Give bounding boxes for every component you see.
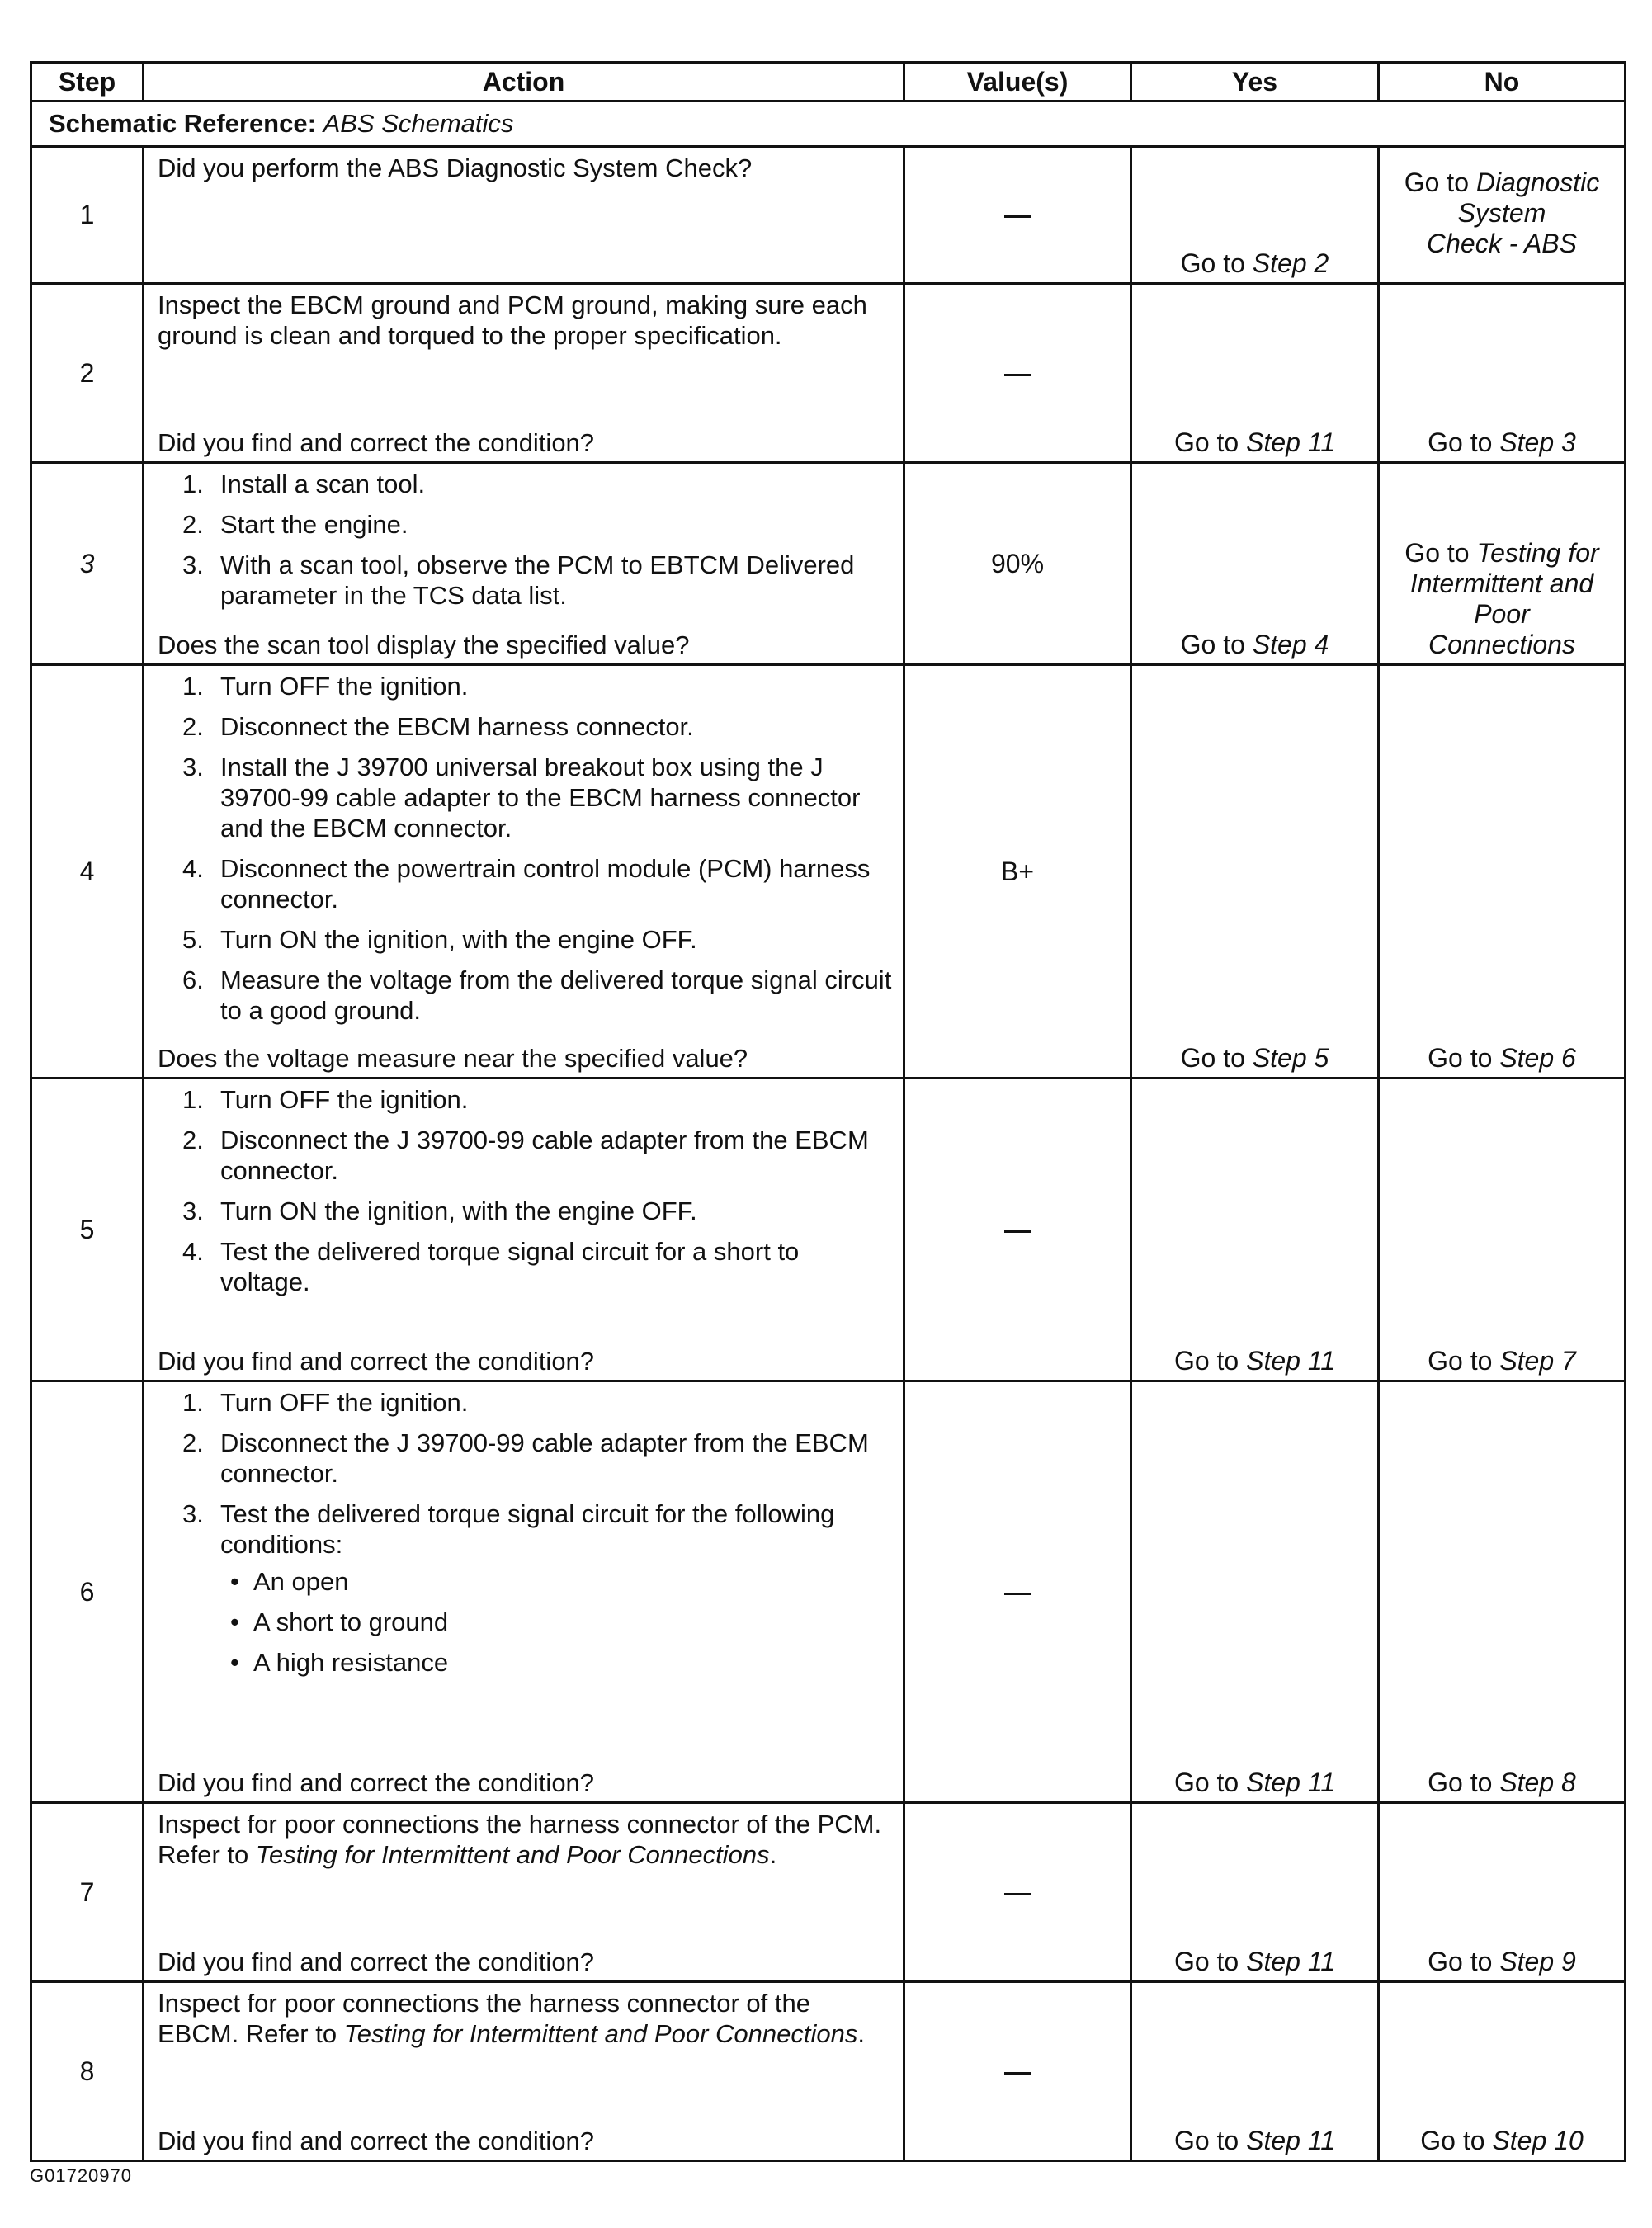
schematic-reference bbox=[31, 101, 1626, 147]
header-yes: Yes bbox=[1131, 63, 1379, 101]
testing-link[interactable]: Testing for Intermittent and Poor Connections bbox=[255, 1840, 770, 1869]
list-item: 5. Turn ON the ignition, with the engine OFF. bbox=[182, 925, 697, 954]
value-cell: B+ bbox=[904, 665, 1131, 1079]
no-ref-line[interactable]: Intermittent and bbox=[1409, 569, 1594, 598]
action-text: Inspect for poor connections the harness connector of the EBCM. Refer to Testing for Intermittent and Poor Connections. bbox=[158, 1989, 865, 2048]
yes-cell[interactable] bbox=[1131, 1803, 1379, 1982]
value-dash bbox=[1004, 215, 1031, 218]
value-dash bbox=[1004, 1230, 1031, 1233]
action-cell bbox=[144, 1803, 904, 1982]
value-cell bbox=[904, 147, 1131, 284]
action-question: Did you perform the ABS Diagnostic System Check? bbox=[158, 153, 753, 182]
action-text: Inspect for poor connections the harness connector of the PCM. Refer to Testing for Intermittent and Poor Connections. bbox=[158, 1810, 882, 1869]
goto-label: Go to bbox=[1428, 427, 1493, 457]
yes-step-link[interactable]: Step 4 bbox=[1252, 630, 1329, 659]
goto-label: Go to bbox=[1404, 538, 1470, 568]
action-question: Did you find and correct the condition? bbox=[158, 428, 595, 457]
action-text: Inspect the EBCM ground and PCM ground, making sure each ground is clean and torqued to the proper specification. bbox=[158, 290, 867, 350]
list-item: 2. Disconnect the J 39700-99 cable adapter from the EBCM connector. bbox=[182, 1126, 869, 1185]
action-question: Did you find and correct the condition? bbox=[158, 1347, 595, 1376]
action-question: Did you find and correct the condition? bbox=[158, 1947, 595, 1976]
no-ref-line[interactable]: Testing for bbox=[1476, 538, 1599, 568]
action-question: Does the scan tool display the specified value? bbox=[158, 630, 690, 659]
bullet-item: • A short to ground bbox=[230, 1607, 449, 1636]
action-cell bbox=[144, 284, 904, 463]
action-steps bbox=[158, 469, 894, 611]
list-item: 2. Disconnect the J 39700-99 cable adapter from the EBCM connector. bbox=[182, 1428, 869, 1488]
yes-step-link[interactable]: Step 11 bbox=[1246, 1346, 1336, 1376]
testing-link[interactable]: Testing for Intermittent and Poor Connections bbox=[343, 2019, 858, 2048]
yes-step-link[interactable]: Step 11 bbox=[1246, 427, 1336, 457]
table-row bbox=[31, 1381, 1626, 1803]
schematic-link[interactable]: ABS Schematics bbox=[323, 109, 514, 138]
goto-label: Go to bbox=[1173, 1947, 1239, 1976]
no-cell[interactable] bbox=[1379, 1079, 1626, 1381]
no-step-link[interactable]: Step 6 bbox=[1499, 1043, 1576, 1073]
action-steps bbox=[158, 1084, 894, 1297]
value-cell bbox=[904, 1982, 1131, 2161]
step-number: 2 bbox=[31, 284, 144, 463]
no-cell[interactable] bbox=[1379, 147, 1626, 284]
list-item: 1. Turn OFF the ignition. bbox=[182, 1388, 469, 1417]
step-number: 4 bbox=[31, 665, 144, 1079]
schematic-row bbox=[31, 101, 1626, 147]
yes-step-link[interactable]: Step 5 bbox=[1252, 1043, 1329, 1073]
action-cell bbox=[144, 1079, 904, 1381]
no-cell[interactable] bbox=[1379, 1803, 1626, 1982]
goto-label: Go to bbox=[1173, 427, 1239, 457]
value-cell bbox=[904, 284, 1131, 463]
no-ref-line[interactable]: Check - ABS bbox=[1427, 229, 1577, 258]
list-item: 1. Turn OFF the ignition. bbox=[182, 1085, 469, 1114]
goto-label: Go to bbox=[1404, 168, 1469, 197]
no-cell[interactable] bbox=[1379, 463, 1626, 665]
no-step-link[interactable]: Step 3 bbox=[1499, 427, 1576, 457]
yes-step-link[interactable]: Step 2 bbox=[1252, 248, 1329, 278]
header-action: Action bbox=[144, 63, 904, 101]
step-number: 6 bbox=[31, 1381, 144, 1803]
condition-bullets bbox=[220, 1566, 894, 1678]
action-question: Did you find and correct the condition? bbox=[158, 2127, 595, 2155]
no-ref-line[interactable]: Diagnostic bbox=[1475, 168, 1600, 197]
yes-cell[interactable] bbox=[1131, 665, 1379, 1079]
action-steps bbox=[158, 1387, 894, 1688]
table-row bbox=[31, 284, 1626, 463]
action-cell bbox=[144, 147, 904, 284]
action-steps bbox=[158, 671, 894, 1026]
no-cell[interactable] bbox=[1379, 1982, 1626, 2161]
no-step-link[interactable]: Step 10 bbox=[1492, 2126, 1584, 2155]
no-ref-line[interactable]: Connections bbox=[1428, 630, 1575, 659]
goto-label: Go to bbox=[1180, 630, 1245, 659]
yes-step-link[interactable]: Step 11 bbox=[1246, 2126, 1336, 2155]
list-item: 6. Measure the voltage from the delivered torque signal circuit to a good ground. bbox=[182, 965, 892, 1025]
value-dash bbox=[1004, 1893, 1031, 1895]
header-row bbox=[31, 63, 1626, 101]
step-number: 7 bbox=[31, 1803, 144, 1982]
list-item: 1. Install a scan tool. bbox=[182, 470, 426, 498]
header-value: Value(s) bbox=[904, 63, 1131, 101]
table-row bbox=[31, 1079, 1626, 1381]
step-number: 1 bbox=[31, 147, 144, 284]
list-item: 2. Start the engine. bbox=[182, 510, 408, 539]
diagnostic-table bbox=[30, 61, 1626, 2162]
goto-label: Go to bbox=[1428, 1346, 1493, 1376]
goto-label: Go to bbox=[1180, 1043, 1245, 1073]
table-row bbox=[31, 147, 1626, 284]
table-row bbox=[31, 665, 1626, 1079]
list-item: 2. Disconnect the EBCM harness connector. bbox=[182, 712, 694, 741]
goto-label: Go to bbox=[1173, 1346, 1239, 1376]
list-item: 3. Install the J 39700 universal breakout box using the J 39700-99 cable adapter to the EBCM harness connector and the EBCM connector. bbox=[182, 753, 861, 843]
value-dash bbox=[1004, 374, 1031, 376]
step-number: 8 bbox=[31, 1982, 144, 2161]
action-cell bbox=[144, 1381, 904, 1803]
goto-label: Go to bbox=[1428, 1947, 1493, 1976]
step-number: 3 bbox=[31, 463, 144, 665]
value-dash bbox=[1004, 2072, 1031, 2075]
no-step-link[interactable]: Step 7 bbox=[1499, 1346, 1576, 1376]
yes-cell[interactable] bbox=[1131, 1982, 1379, 2161]
action-cell bbox=[144, 1982, 904, 2161]
list-item: 3. Turn ON the ignition, with the engine OFF. bbox=[182, 1197, 697, 1225]
table-row bbox=[31, 1982, 1626, 2161]
list-item: 3. With a scan tool, observe the PCM to EBTCM Delivered parameter in the TCS data list. bbox=[182, 550, 855, 610]
no-cell[interactable] bbox=[1379, 1381, 1626, 1803]
header-step: Step bbox=[31, 63, 144, 101]
no-ref-line[interactable]: System bbox=[1457, 198, 1546, 228]
no-cell[interactable] bbox=[1379, 284, 1626, 463]
bullet-item: • An open bbox=[230, 1567, 349, 1596]
value-dash bbox=[1004, 1593, 1031, 1595]
header-no: No bbox=[1379, 63, 1626, 101]
action-question: Does the voltage measure near the specified value? bbox=[158, 1044, 748, 1073]
yes-cell[interactable] bbox=[1131, 284, 1379, 463]
value-cell: 90% bbox=[904, 463, 1131, 665]
goto-label: Go to bbox=[1420, 2126, 1485, 2155]
action-cell bbox=[144, 463, 904, 665]
value-cell bbox=[904, 1803, 1131, 1982]
list-item: 1. Turn OFF the ignition. bbox=[182, 672, 469, 701]
no-step-link[interactable]: Step 9 bbox=[1499, 1947, 1576, 1976]
goto-label: Go to bbox=[1180, 248, 1245, 278]
no-step-link[interactable]: Step 8 bbox=[1499, 1768, 1576, 1797]
table-row bbox=[31, 463, 1626, 665]
goto-label: Go to bbox=[1428, 1043, 1493, 1073]
no-ref-line[interactable]: Poor bbox=[1474, 599, 1530, 629]
value-cell bbox=[904, 1079, 1131, 1381]
no-cell[interactable] bbox=[1379, 665, 1626, 1079]
action-question: Did you find and correct the condition? bbox=[158, 1768, 595, 1797]
goto-label: Go to bbox=[1428, 1768, 1493, 1797]
yes-cell[interactable] bbox=[1131, 1381, 1379, 1803]
goto-label: Go to bbox=[1173, 1768, 1239, 1797]
action-cell bbox=[144, 665, 904, 1079]
yes-cell[interactable] bbox=[1131, 463, 1379, 665]
goto-label: Go to bbox=[1173, 2126, 1239, 2155]
value-cell bbox=[904, 1381, 1131, 1803]
list-item: 3. Test the delivered torque signal circuit for the following conditions: • An open • A short to ground • A high resistance bbox=[158, 1499, 894, 1678]
yes-step-link[interactable]: Step 11 bbox=[1246, 1947, 1336, 1976]
schematic-label: Schematic Reference: bbox=[49, 109, 316, 138]
bullet-item: • A high resistance bbox=[230, 1648, 449, 1677]
list-item: 4. Disconnect the powertrain control module (PCM) harness connector. bbox=[182, 854, 871, 913]
step-number: 5 bbox=[31, 1079, 144, 1381]
figure-code: G01720970 bbox=[30, 2165, 132, 2186]
table-row bbox=[31, 1803, 1626, 1982]
yes-cell[interactable] bbox=[1131, 1079, 1379, 1381]
yes-step-link[interactable]: Step 11 bbox=[1246, 1768, 1336, 1797]
yes-cell[interactable] bbox=[1131, 147, 1379, 284]
list-item: 4. Test the delivered torque signal circuit for a short to voltage. bbox=[182, 1237, 800, 1296]
